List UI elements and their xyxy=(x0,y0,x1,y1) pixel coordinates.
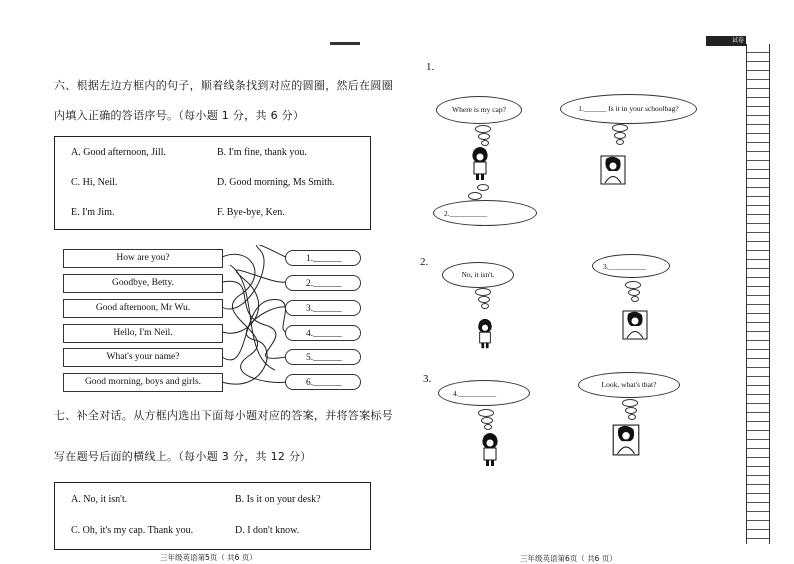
top-tab xyxy=(706,36,746,46)
puff xyxy=(628,289,640,296)
section7-heading-line2: 写在题号后面的横线上。（每小题 3 分，共 12 分） xyxy=(54,450,312,463)
option-f: F. Bye-bye, Ken. xyxy=(217,207,285,218)
puff xyxy=(622,399,638,407)
sentence-4: Hello, I'm Neil. xyxy=(63,324,223,343)
answer-oval-4[interactable]: 4.______ xyxy=(285,325,361,341)
girl-figure-2 xyxy=(472,318,498,350)
q1-label: 1. xyxy=(426,61,435,73)
puff xyxy=(468,192,482,200)
sentence-5: What's your name? xyxy=(63,348,223,367)
puff xyxy=(625,281,641,289)
puff xyxy=(616,139,624,145)
puff xyxy=(478,296,490,303)
answer-oval-5[interactable]: 5.______ xyxy=(285,349,361,365)
s7-option-d: D. I don't know. xyxy=(235,525,300,536)
answer-oval-2[interactable]: 2.______ xyxy=(285,275,361,291)
answer-oval-6[interactable]: 6.______ xyxy=(285,374,361,390)
q1-bubble-c: 2.__________ xyxy=(433,200,537,226)
sentence-6: Good morning, boys and girls. xyxy=(63,373,223,392)
top-mark xyxy=(330,42,360,45)
section7-options-box xyxy=(54,482,371,550)
sentence-2: Goodbye, Betty. xyxy=(63,274,223,293)
puff xyxy=(628,414,636,420)
s7-option-c: C. Oh, it's my cap. Thank you. xyxy=(71,525,194,536)
puff xyxy=(478,409,494,417)
top-tab-label: 试卷 xyxy=(731,37,744,44)
s7-option-b: B. Is it on your desk? xyxy=(235,494,321,505)
puff xyxy=(475,125,491,133)
q3-bubble-b: Look, what's that? xyxy=(578,372,680,398)
q2-label: 2. xyxy=(420,256,429,268)
puff xyxy=(484,424,492,430)
sentence-1: How are you? xyxy=(63,249,223,268)
footer-right: 三年级英语第6页（ 共6 页） xyxy=(520,554,617,563)
woman-figure-1 xyxy=(600,155,626,185)
footer-left: 三年级英语第5页（ 共6 页） xyxy=(160,553,257,562)
option-a: A. Good afternoon, Jill. xyxy=(71,147,166,158)
s7-option-a: A. No, it isn't. xyxy=(71,494,128,505)
girl-figure-3 xyxy=(476,432,504,468)
q1-bubble-b: 1.______ Is it in your schoolbag? xyxy=(560,94,697,124)
option-c: C. Hi, Neil. xyxy=(71,177,118,188)
puff xyxy=(631,296,639,302)
answer-oval-3[interactable]: 3.______ xyxy=(285,300,361,316)
answer-oval-1[interactable]: 1.______ xyxy=(285,250,361,266)
ruled-margin xyxy=(746,44,770,544)
section6-options-box xyxy=(54,136,371,230)
option-b: B. I'm fine, thank you. xyxy=(217,147,307,158)
q1-bubble-a: Where is my cap? xyxy=(436,96,522,124)
q3-label: 3. xyxy=(423,373,432,385)
sentence-3: Good afternoon, Mr Wu. xyxy=(63,299,223,318)
puff xyxy=(612,124,628,132)
q2-bubble-b: 3.__________ xyxy=(592,254,670,278)
puff xyxy=(475,288,491,296)
puff xyxy=(477,184,489,191)
woman-figure-2 xyxy=(622,310,648,340)
girl-figure-1 xyxy=(466,146,494,182)
section6-heading-line1: 六、根据左边方框内的句子，顺着线条找到对应的圆圈，然后在圆圈 xyxy=(54,79,393,92)
option-d: D. Good morning, Ms Smith. xyxy=(217,177,335,188)
puff xyxy=(478,133,490,140)
section7-heading-line1: 七、补全对话。从方框内选出下面每小题对应的答案，并将答案标号 xyxy=(54,409,393,422)
woman-figure-3 xyxy=(612,424,640,456)
option-e: E. I'm Jim. xyxy=(71,207,115,218)
puff xyxy=(481,303,489,309)
puff xyxy=(481,417,493,424)
puff xyxy=(614,132,626,139)
section6-heading-line2: 内填入正确的答语序号。（每小题 1 分，共 6 分） xyxy=(54,109,305,122)
tangled-lines xyxy=(220,245,290,395)
q2-bubble-a: No, it isn't. xyxy=(442,262,514,288)
q3-bubble-a: 4.__________ xyxy=(438,380,530,406)
puff xyxy=(625,407,637,414)
